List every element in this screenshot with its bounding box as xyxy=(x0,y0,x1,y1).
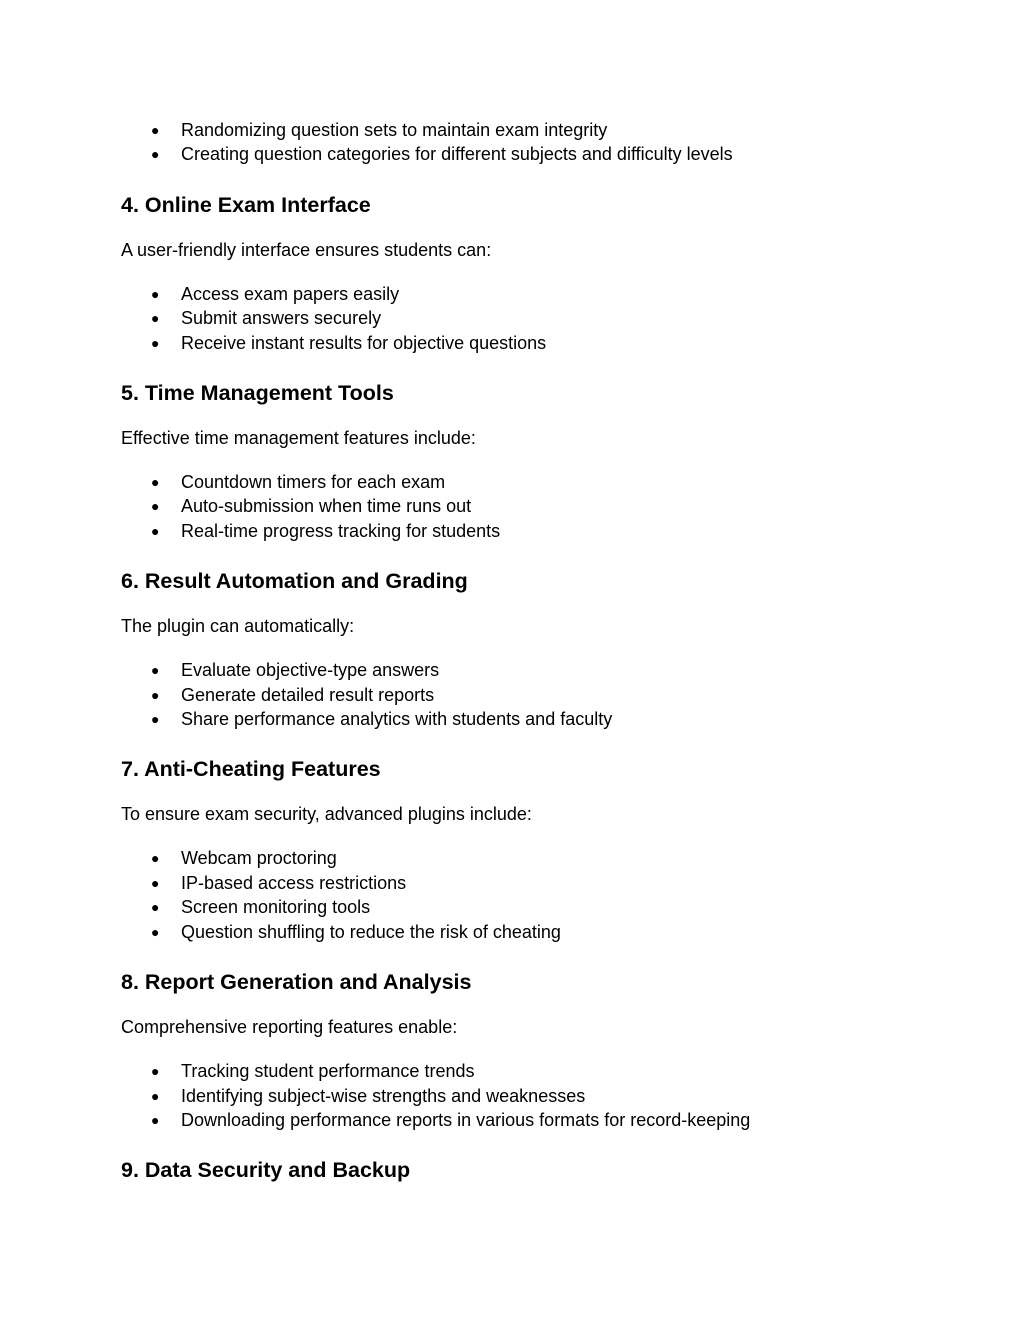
list-item-text: Randomizing question sets to maintain exam integrity xyxy=(181,120,608,140)
bullet-icon: ● xyxy=(151,285,160,302)
section-intro: A user-friendly interface ensures students can: xyxy=(121,239,492,260)
list-item-text: Question shuffling to reduce the risk of cheating xyxy=(181,921,561,942)
bullet-icon: ● xyxy=(151,662,160,679)
list-item xyxy=(121,306,941,330)
section-intro: Comprehensive reporting features enable: xyxy=(121,1017,458,1038)
leading-bullet-list xyxy=(121,118,941,167)
list-item xyxy=(121,470,941,494)
list-item xyxy=(121,494,941,518)
bullet-icon: ● xyxy=(151,711,160,728)
bullet-icon: ● xyxy=(151,122,160,138)
list-item xyxy=(121,1084,941,1108)
section-intro: Effective time management features include: xyxy=(121,428,476,449)
list-item-text: Tracking student performance trends xyxy=(181,1061,475,1082)
list-item-text: Webcam proctoring xyxy=(181,848,337,869)
bullet-icon: ● xyxy=(151,334,160,351)
list-item xyxy=(121,658,941,682)
bullet-icon: ● xyxy=(151,850,160,867)
list-item-text: IP-based access restrictions xyxy=(181,872,407,893)
list-item-text: Submit answers securely xyxy=(181,308,382,329)
document-body xyxy=(121,118,941,1183)
list-item xyxy=(121,118,941,142)
bullet-icon: ● xyxy=(151,1087,160,1104)
list-item xyxy=(121,920,941,944)
bullet-icon: ● xyxy=(151,1111,160,1128)
bullet-icon: ● xyxy=(151,522,160,539)
list-item xyxy=(121,871,941,895)
list-item xyxy=(121,142,941,166)
bullet-icon: ● xyxy=(151,146,160,163)
list-item-text: Downloading performance reports in various formats for record-keeping xyxy=(181,1109,751,1130)
bullet-list xyxy=(121,658,941,731)
list-item-text: Screen monitoring tools xyxy=(181,897,371,918)
list-item xyxy=(121,519,941,543)
section-heading: 4. Online Exam Interface xyxy=(121,192,371,217)
bullet-icon: ● xyxy=(151,498,160,515)
section-intro: The plugin can automatically: xyxy=(121,616,355,637)
section-heading: 5. Time Management Tools xyxy=(121,381,394,406)
bullet-icon: ● xyxy=(151,310,160,327)
list-item-text: Countdown timers for each exam xyxy=(181,472,446,493)
list-item xyxy=(121,282,941,306)
section-heading: 8. Report Generation and Analysis xyxy=(121,970,472,995)
bullet-list xyxy=(121,282,941,355)
section-heading: 9. Data Security and Backup xyxy=(121,1158,411,1183)
list-item xyxy=(121,1108,941,1132)
bullet-list xyxy=(121,1059,941,1132)
list-item xyxy=(121,895,941,919)
bullet-icon: ● xyxy=(151,899,160,916)
list-item-text: Access exam papers easily xyxy=(181,283,400,304)
list-item-text: Creating question categories for different subjects and difficulty levels xyxy=(181,144,733,165)
bullet-list xyxy=(121,470,941,543)
list-item-text: Identifying subject-wise strengths and weaknesses xyxy=(181,1085,586,1106)
list-item xyxy=(121,331,941,355)
section-heading: 7. Anti-Cheating Features xyxy=(121,757,381,782)
list-item xyxy=(121,1059,941,1083)
list-item xyxy=(121,683,941,707)
list-item xyxy=(121,846,941,870)
bullet-icon: ● xyxy=(151,1063,160,1080)
bullet-list xyxy=(121,846,941,944)
list-item-text: Generate detailed result reports xyxy=(181,684,435,705)
list-item xyxy=(121,707,941,731)
list-item-text: Auto-submission when time runs out xyxy=(181,496,472,517)
section-intro: To ensure exam security, advanced plugins include: xyxy=(121,804,532,825)
list-item-text: Real-time progress tracking for students xyxy=(181,520,501,541)
bullet-icon: ● xyxy=(151,923,160,940)
list-item-text: Receive instant results for objective questions xyxy=(181,332,547,353)
section-heading: 6. Result Automation and Grading xyxy=(121,569,468,594)
bullet-icon: ● xyxy=(151,874,160,891)
list-item-text: Share performance analytics with students and faculty xyxy=(181,709,613,730)
bullet-icon: ● xyxy=(151,686,160,703)
bullet-icon: ● xyxy=(151,474,160,491)
list-item-text: Evaluate objective-type answers xyxy=(181,660,440,681)
